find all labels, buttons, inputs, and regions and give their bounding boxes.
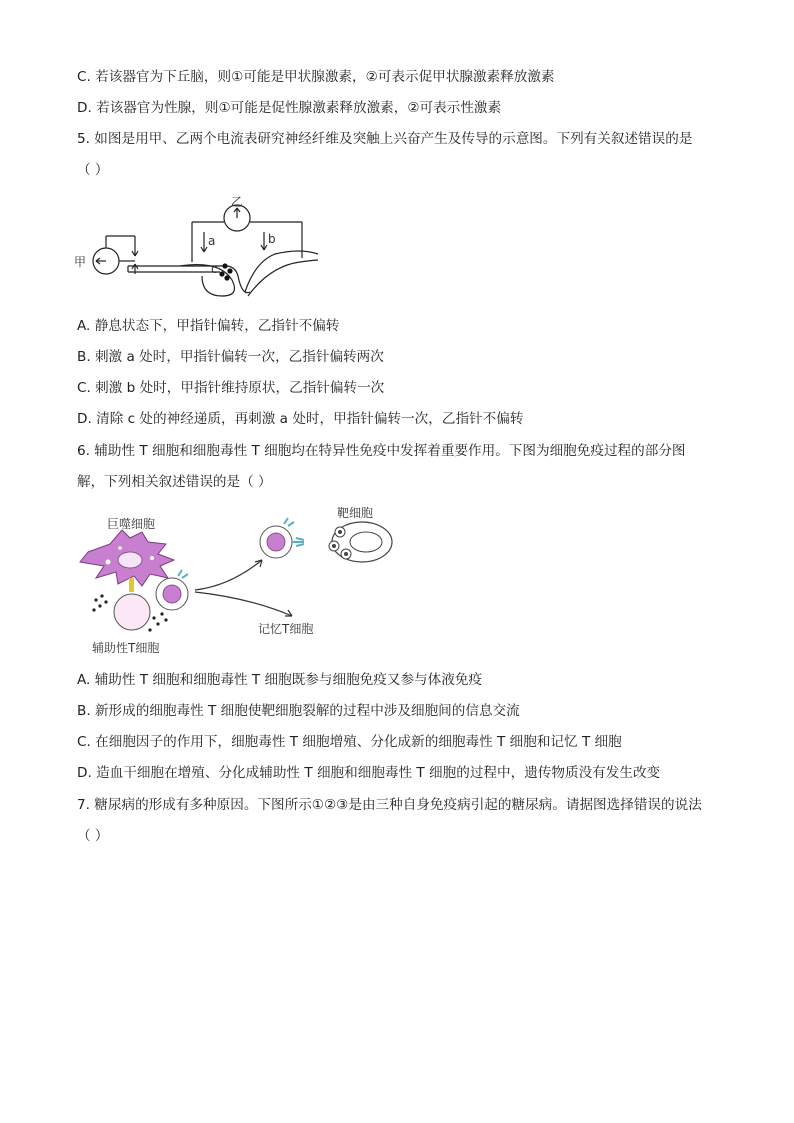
label-b: b — [268, 232, 276, 246]
question-6-stem-cont: 解，下列相关叙述错误的是（ ） — [77, 474, 272, 490]
question-6-stem: 6. 辅助性 T 细胞和细胞毒性 T 细胞均在特异性免疫中发挥着重要作用。下图为细胞免疫过程的部分图 — [77, 443, 686, 459]
option-d-q5: D. 清除 c 处的神经递质，再刺激 a 处时，甲指针偏转一次，乙指针不偏转 — [77, 411, 524, 427]
option-c-q6: C. 在细胞因子的作用下，细胞毒性 T 细胞增殖、分化成新的细胞毒性 T 细胞和记忆 T 细胞 — [77, 734, 622, 750]
label-helper-t-cell: 辅助性T细胞 — [92, 641, 160, 655]
question-7-bracket: （ ） — [77, 828, 109, 844]
helper-t-cell-icon — [114, 594, 150, 630]
option-a-q5: A. 静息状态下，甲指针偏转，乙指针不偏转 — [77, 318, 340, 334]
figure-6-immunity-diagram — [70, 500, 410, 660]
label-yi: 乙 — [231, 195, 244, 209]
question-7-stem: 7. 糖尿病的形成有多种原因。下图所示①②③是由三种自身免疫病引起的糖尿病。请据图选择错误的说法 — [77, 797, 702, 813]
option-c-q5: C. 刺激 b 处时，甲指针维持原状，乙指针偏转一次 — [77, 380, 385, 396]
label-a: a — [208, 234, 216, 248]
question-5-bracket: （ ） — [77, 162, 109, 178]
option-b-q5: B. 刺激 a 处时，甲指针偏转一次，乙指针偏转两次 — [77, 349, 384, 365]
option-d-q6: D. 造血干细胞在增殖、分化成辅助性 T 细胞和细胞毒性 T 细胞的过程中，遗传物质没有发生改变 — [77, 765, 661, 781]
option-a-q6: A. 辅助性 T 细胞和细胞毒性 T 细胞既参与细胞免疫又参与体液免疫 — [77, 672, 483, 688]
option-c-q4: C. 若该器官为下丘脑，则①可能是甲状腺激素，②可表示促甲状腺激素释放激素 — [77, 69, 555, 85]
figure-5-nerve-diagram — [70, 192, 330, 304]
label-macrophage: 巨噬细胞 — [107, 517, 156, 531]
label-c: c — [211, 262, 218, 276]
question-5-stem: 5. 如图是用甲、乙两个电流表研究神经纤维及突触上兴奋产生及传导的示意图。下列有关叙述错误的是 — [77, 131, 693, 147]
label-jia: 甲 — [74, 255, 87, 269]
option-d-q4: D. 若该器官为性腺，则①可能是促性腺激素释放激素，②可表示性激素 — [77, 100, 502, 116]
label-memory-t-cell: 记忆T细胞 — [258, 622, 314, 636]
label-target-cell: 靶细胞 — [337, 506, 374, 520]
figure-5-svg — [70, 192, 330, 304]
option-b-q6: B. 新形成的细胞毒性 T 细胞使靶细胞裂解的过程中涉及细胞间的信息交流 — [77, 703, 520, 719]
